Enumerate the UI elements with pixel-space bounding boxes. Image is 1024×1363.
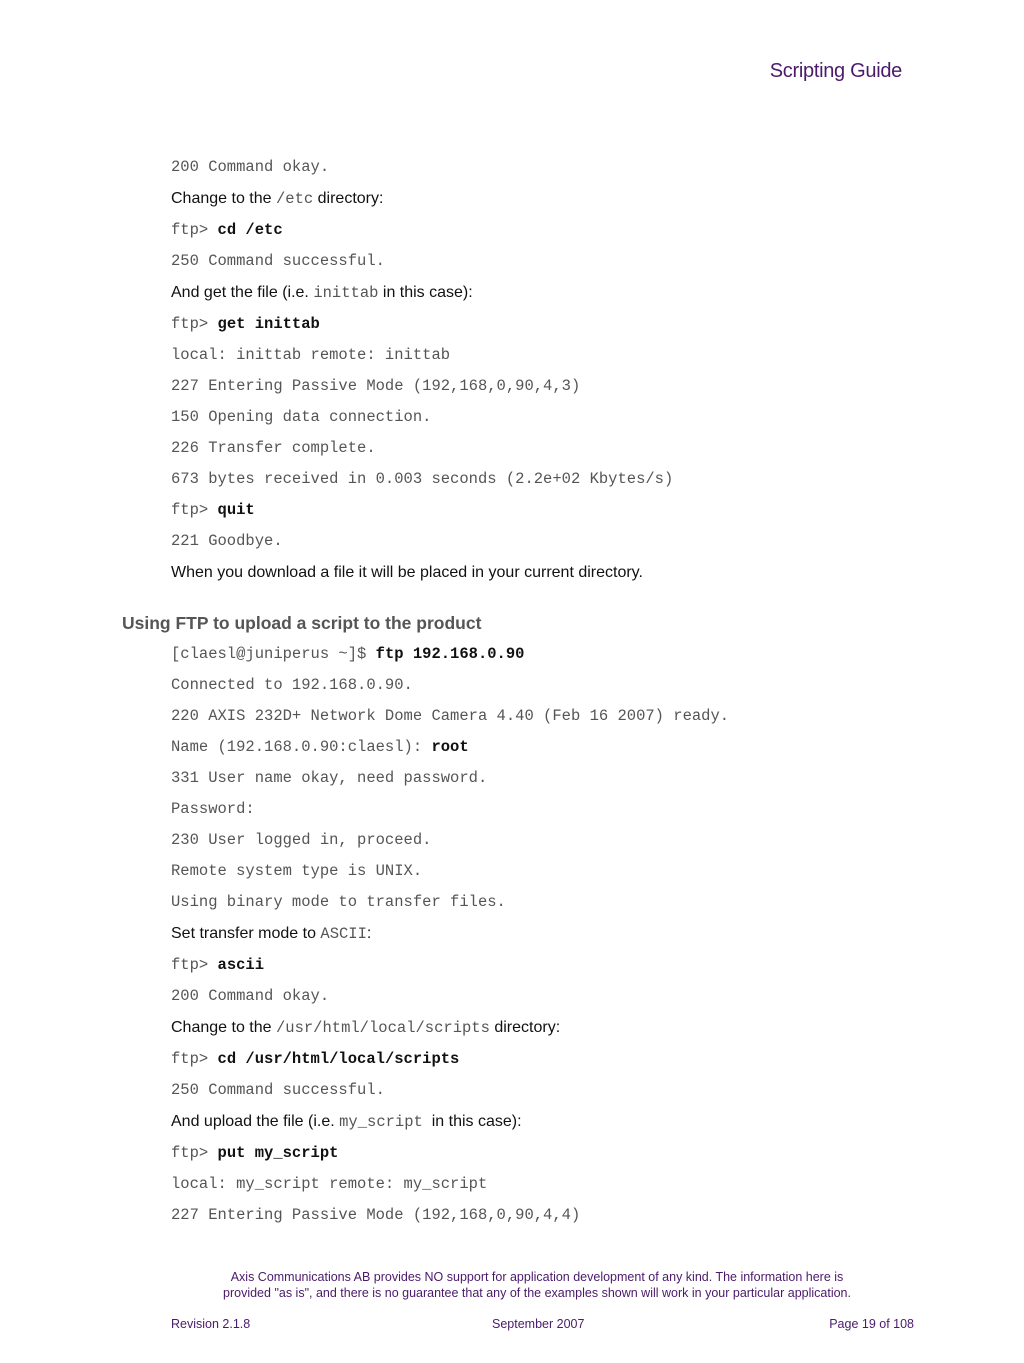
- command: cd /etc: [217, 221, 283, 239]
- command: get inittab: [217, 315, 320, 333]
- code-line: Remote system type is UNIX.: [171, 862, 423, 880]
- code-line: 331 User name okay, need password.: [171, 769, 488, 787]
- inline-code: ASCII: [320, 925, 367, 943]
- footer-revision: Revision 2.1.8: [171, 1317, 251, 1331]
- instruction-text: [171, 183, 961, 215]
- code-line: [171, 495, 961, 526]
- command: put my_script: [217, 1144, 339, 1162]
- text-span: in this case):: [378, 284, 473, 301]
- text-span: And get the file (i.e.: [171, 284, 314, 301]
- prompt: ftp>: [171, 501, 218, 519]
- instruction-text: [171, 918, 961, 950]
- text-span: Change to the: [171, 190, 276, 207]
- text-span: directory:: [313, 190, 384, 207]
- instruction-text: [171, 1012, 961, 1044]
- instruction-text: When you download a file it will be placed in your current directory.: [171, 564, 643, 581]
- code-line: 200 Command okay.: [171, 158, 330, 176]
- prompt: ftp>: [171, 221, 218, 239]
- code-line: [171, 639, 961, 670]
- text-span: directory:: [489, 1019, 561, 1036]
- code-line: 673 bytes received in 0.003 seconds (2.2e+02 Kbytes/s): [171, 470, 674, 488]
- command: cd /usr/html/local/scripts: [217, 1050, 460, 1068]
- code-line: Password:: [171, 800, 255, 818]
- page-header-title: Scripting Guide: [769, 60, 902, 82]
- inline-code: /etc: [275, 190, 314, 208]
- instruction-text: [171, 1106, 961, 1138]
- text-span: :: [366, 925, 372, 942]
- instruction-text: [171, 277, 961, 309]
- code-line: [171, 1044, 961, 1075]
- text-span: Change to the: [171, 1019, 276, 1036]
- code-line: 226 Transfer complete.: [171, 439, 376, 457]
- disclaimer: [150, 1269, 924, 1301]
- prompt: [claesl@juniperus ~]$: [171, 645, 376, 663]
- section-heading: Using FTP to upload a script to the product: [122, 613, 482, 633]
- code-line: 227 Entering Passive Mode (192,168,0,90,4,4): [171, 1206, 581, 1224]
- code-line: [171, 732, 961, 763]
- footer-page-number: Page 19 of 108: [829, 1317, 914, 1331]
- code-line: 227 Entering Passive Mode (192,168,0,90,4,3): [171, 377, 581, 395]
- command: quit: [217, 501, 255, 519]
- inline-code: /usr/html/local/scripts: [275, 1019, 490, 1037]
- prompt: ftp>: [171, 315, 218, 333]
- code-line: Connected to 192.168.0.90.: [171, 676, 413, 694]
- command: ftp 192.168.0.90: [375, 645, 525, 663]
- text-span: And upload the file (i.e.: [171, 1113, 340, 1130]
- code-line: local: inittab remote: inittab: [171, 346, 451, 364]
- code-line: local: my_script remote: my_script: [171, 1175, 488, 1193]
- code-line: 230 User logged in, proceed.: [171, 831, 432, 849]
- prompt: Name (192.168.0.90:claesl):: [171, 738, 432, 756]
- inline-code: inittab: [313, 284, 379, 302]
- disclaimer-line: Axis Communications AB provides NO support for application development of any kind. The information here is: [230, 1270, 844, 1284]
- code-line: 150 Opening data connection.: [171, 408, 432, 426]
- code-line: 200 Command okay.: [171, 987, 330, 1005]
- prompt: ftp>: [171, 956, 218, 974]
- inline-code: my_script: [339, 1113, 423, 1131]
- command: ascii: [217, 956, 265, 974]
- code-line: 250 Command successful.: [171, 252, 385, 270]
- code-line: 221 Goodbye.: [171, 532, 283, 550]
- code-line: [171, 215, 961, 246]
- page-content: [122, 152, 961, 1231]
- code-line: [171, 950, 961, 981]
- text-span: Set transfer mode to: [171, 925, 321, 942]
- code-line: [171, 309, 961, 340]
- disclaimer-line: provided "as is", and there is no guarantee that any of the examples shown will work in your particular application.: [223, 1286, 851, 1300]
- code-line: Using binary mode to transfer files.: [171, 893, 506, 911]
- code-line: [171, 1138, 961, 1169]
- code-line: 250 Command successful.: [171, 1081, 385, 1099]
- prompt: ftp>: [171, 1050, 218, 1068]
- footer-date: September 2007: [492, 1317, 585, 1331]
- prompt: ftp>: [171, 1144, 218, 1162]
- text-span: in this case):: [422, 1113, 522, 1130]
- command: root: [431, 738, 469, 756]
- code-line: 220 AXIS 232D+ Network Dome Camera 4.40 (Feb 16 2007) ready.: [171, 707, 730, 725]
